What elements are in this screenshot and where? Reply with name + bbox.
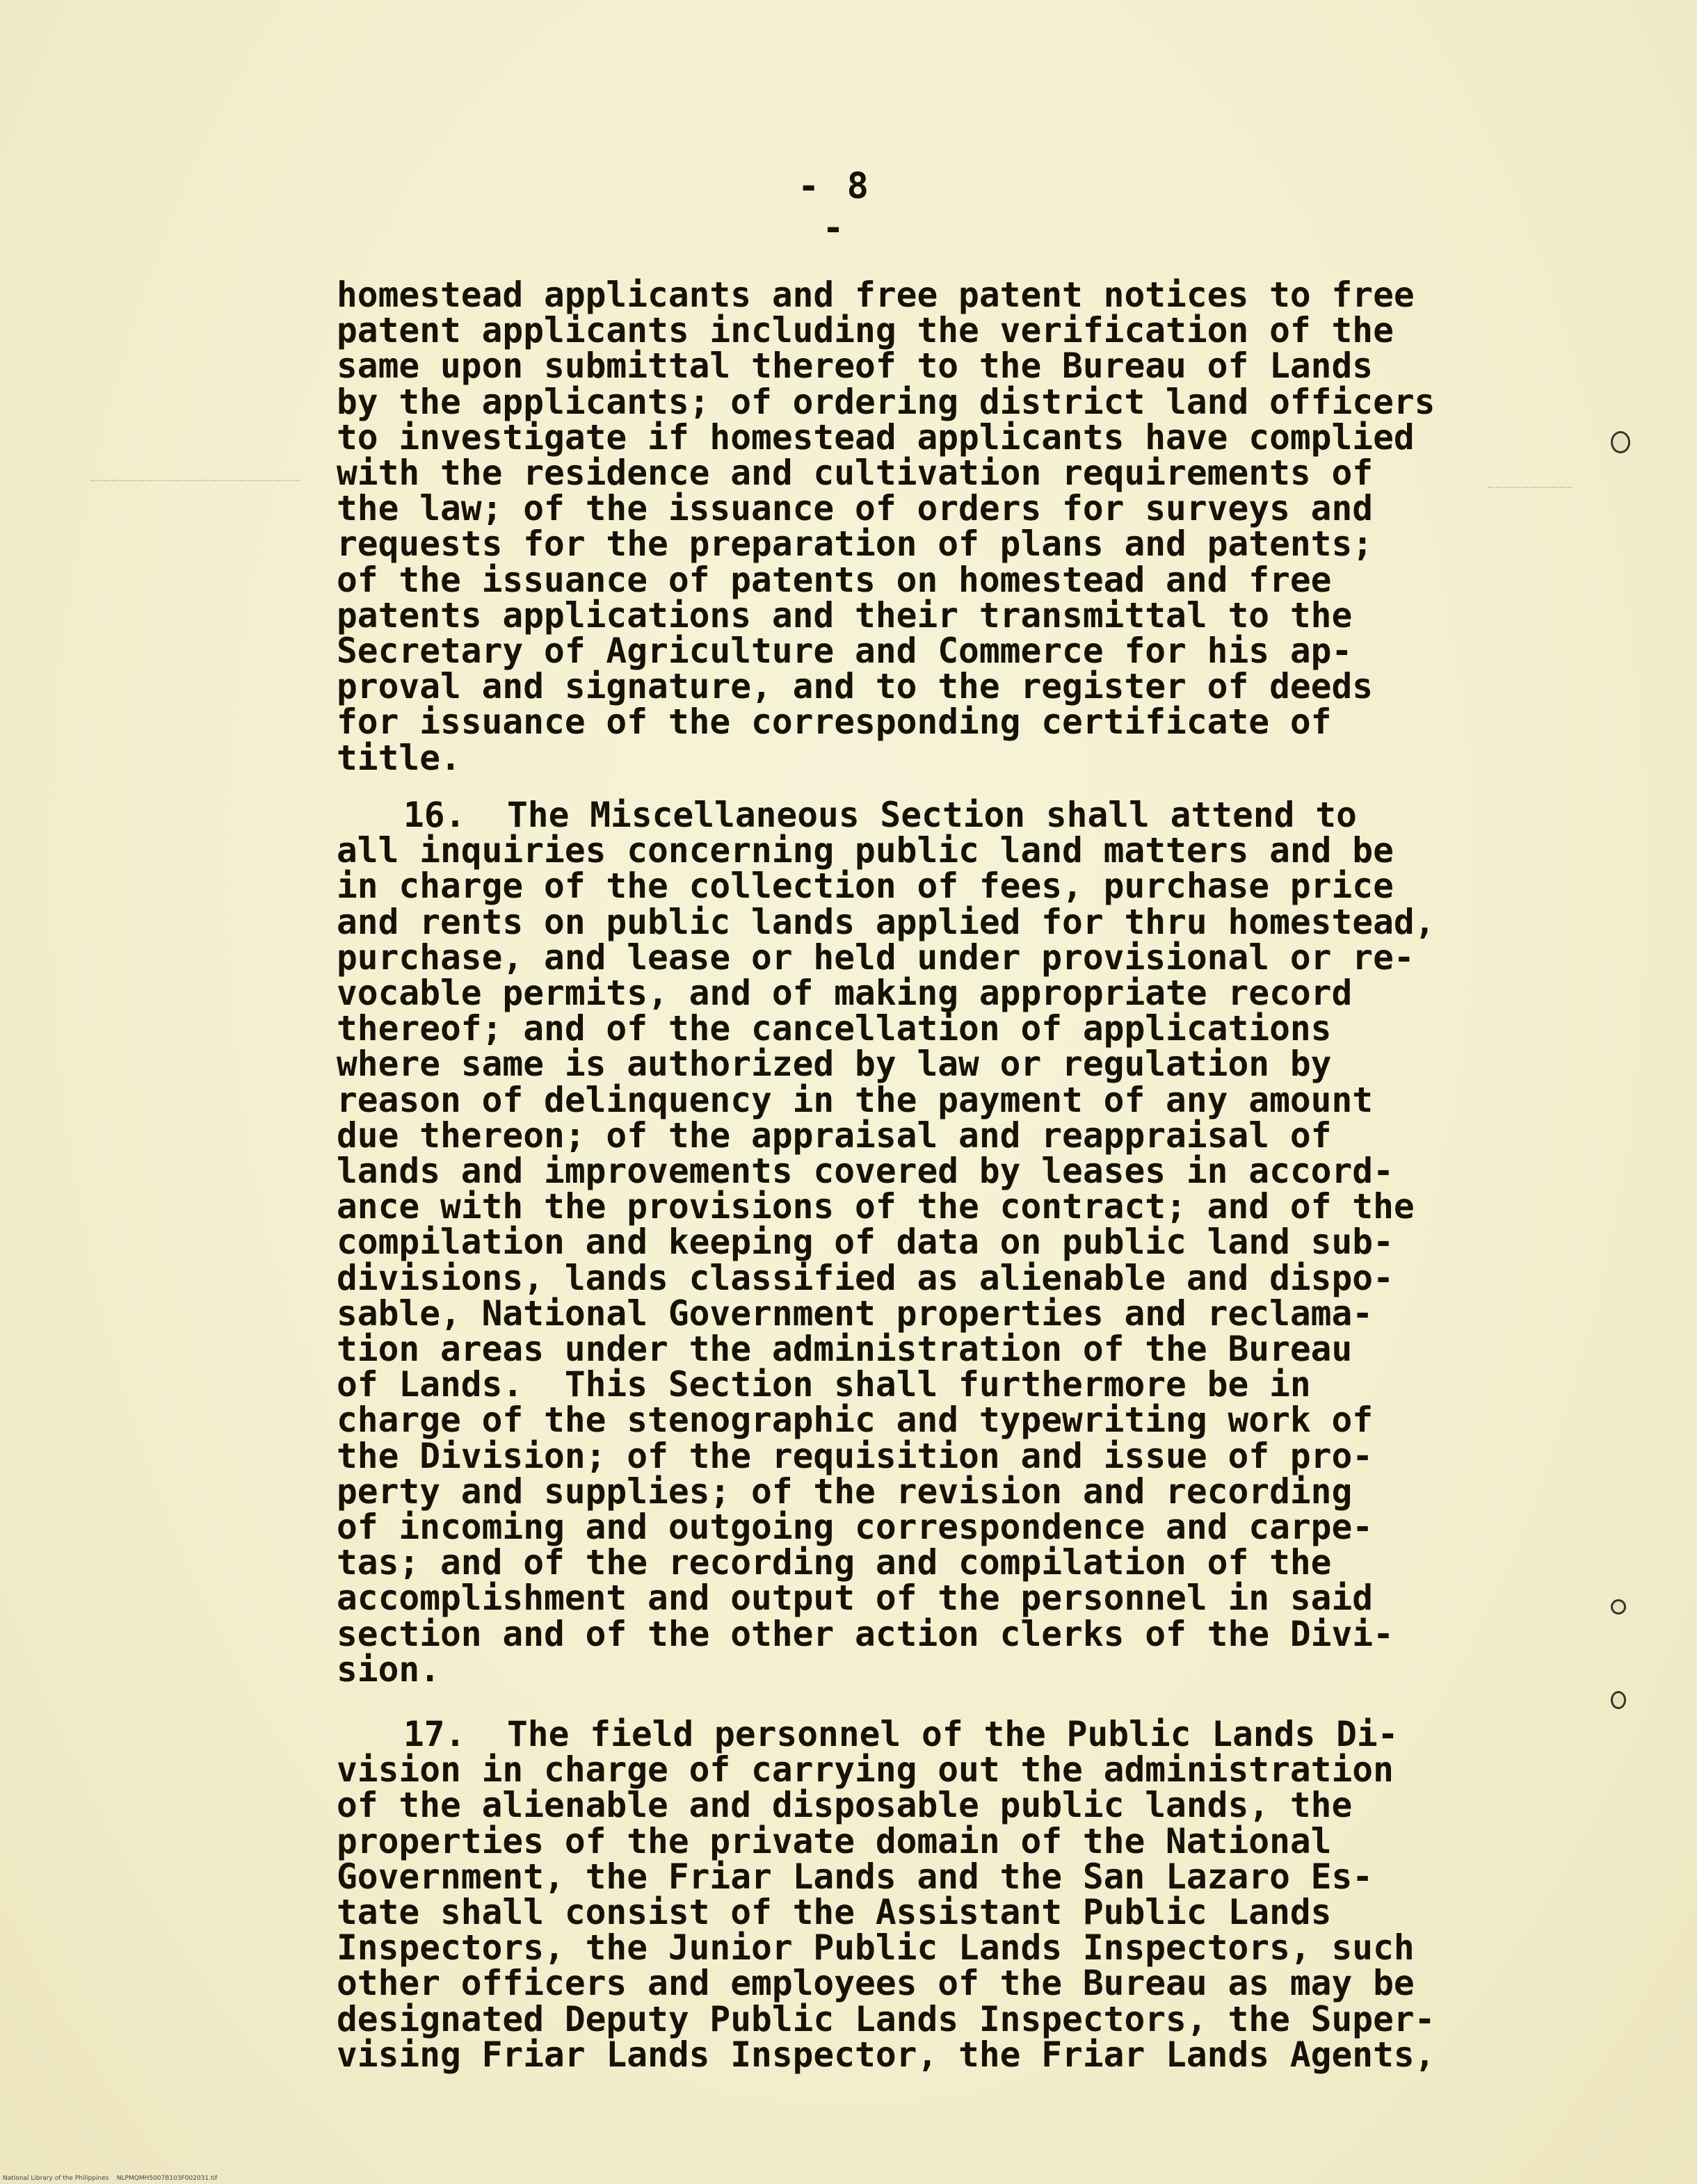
text-line: and rents on public lands applied for thru homestead,	[337, 901, 1435, 942]
text-line: of Lands. This Section shall furthermore be in	[337, 1364, 1311, 1405]
bleed-through-mark	[1488, 487, 1572, 488]
punch-hole-mark	[1611, 1599, 1626, 1615]
text-line: proval and signature, and to the register of deeds	[337, 666, 1374, 707]
text-line: vising Friar Lands Inspector, the Friar Lands Agents,	[337, 2034, 1435, 2075]
text-line: of incoming and outgoing correspondence and carpe-	[337, 1507, 1374, 1547]
punch-hole-mark	[1611, 1691, 1626, 1709]
text-line: by the applicants; of ordering district land officers	[337, 381, 1435, 422]
text-line: purchase, and lease or held under provisional or re-	[337, 937, 1415, 978]
text-line: tate shall consist of the Assistant Public Lands	[337, 1892, 1332, 1932]
text-line: other officers and employees of the Bureau as may be	[337, 1963, 1415, 2004]
text-line: due thereon; of the appraisal and reappraisal of	[337, 1115, 1332, 1156]
text-line: the Division; of the requisition and issue of pro-	[337, 1435, 1374, 1476]
text-line: compilation and keeping of data on public land sub-	[337, 1222, 1394, 1263]
text-line: lands and improvements covered by leases in accord-	[337, 1151, 1394, 1191]
text-line: homestead applicants and free patent notices to free	[337, 275, 1415, 315]
text-line: patent applicants including the verification of the	[337, 310, 1394, 351]
text-line: title.	[337, 737, 461, 778]
text-line: in charge of the collection of fees, purchase price	[337, 866, 1394, 907]
text-line: for issuance of the corresponding certificate of	[337, 702, 1332, 743]
text-line: same upon submittal thereof to the Bureau of Lands	[337, 346, 1374, 387]
text-line: vision in charge of carrying out the administration	[337, 1749, 1394, 1790]
text-line: sion.	[337, 1649, 441, 1690]
text-line: tas; and of the recording and compilation of the	[337, 1542, 1332, 1583]
punch-hole-mark	[1611, 431, 1630, 453]
scan-footer: National Library of the Philippines NLPMQMH5007B103F002031.tif	[3, 2175, 218, 2182]
text-line: 17. The field personnel of the Public Lands Di-	[403, 1714, 1399, 1754]
text-line: accomplishment and output of the personnel in said	[337, 1578, 1374, 1619]
text-line: with the residence and cultivation requirements of	[337, 453, 1374, 493]
text-line: where same is authorized by law or regulation by	[337, 1044, 1332, 1085]
text-line: of the issuance of patents on homestead and free	[337, 559, 1332, 600]
text-line: the law; of the issuance of orders for surveys and	[337, 488, 1374, 529]
text-line: section and of the other action clerks of the Divi-	[337, 1613, 1394, 1654]
text-line: properties of the private domain of the National	[337, 1820, 1332, 1861]
text-line: 16. The Miscellaneous Section shall attend to	[403, 795, 1357, 835]
text-line: patents applications and their transmittal to the	[337, 594, 1353, 636]
text-line: divisions, lands classified as alienable and dispo-	[337, 1257, 1394, 1298]
text-line: designated Deputy Public Lands Inspectors, the Super-	[337, 1998, 1435, 2039]
page-number: - 8 -	[798, 165, 871, 249]
text-line: tion areas under the administration of the Bureau	[337, 1329, 1353, 1369]
text-line: to investigate if homestead applicants have complied	[337, 416, 1415, 458]
text-line: requests for the preparation of plans and patents;	[337, 524, 1374, 565]
text-line: Inspectors, the Junior Public Lands Inspectors, such	[337, 1927, 1415, 1968]
text-line: Government, the Friar Lands and the San Lazaro Es-	[337, 1856, 1374, 1897]
text-line: of the alienable and disposable public lands, the	[337, 1785, 1353, 1826]
text-line: reason of delinquency in the payment of any amount	[337, 1079, 1374, 1120]
text-line: perty and supplies; of the revision and recording	[337, 1471, 1353, 1512]
text-line: vocable permits, and of making appropriate record	[337, 973, 1353, 1013]
text-line: thereof; and of the cancellation of applications	[337, 1008, 1332, 1049]
bleed-through-mark	[90, 480, 299, 481]
text-line: charge of the stenographic and typewriting work of	[337, 1400, 1374, 1441]
text-line: sable, National Government properties and reclama-	[337, 1293, 1374, 1334]
text-line: all inquiries concerning public land matters and be	[337, 830, 1394, 871]
text-line: Secretary of Agriculture and Commerce for his ap-	[337, 631, 1353, 671]
text-line: ance with the provisions of the contract; and of the	[337, 1186, 1415, 1227]
